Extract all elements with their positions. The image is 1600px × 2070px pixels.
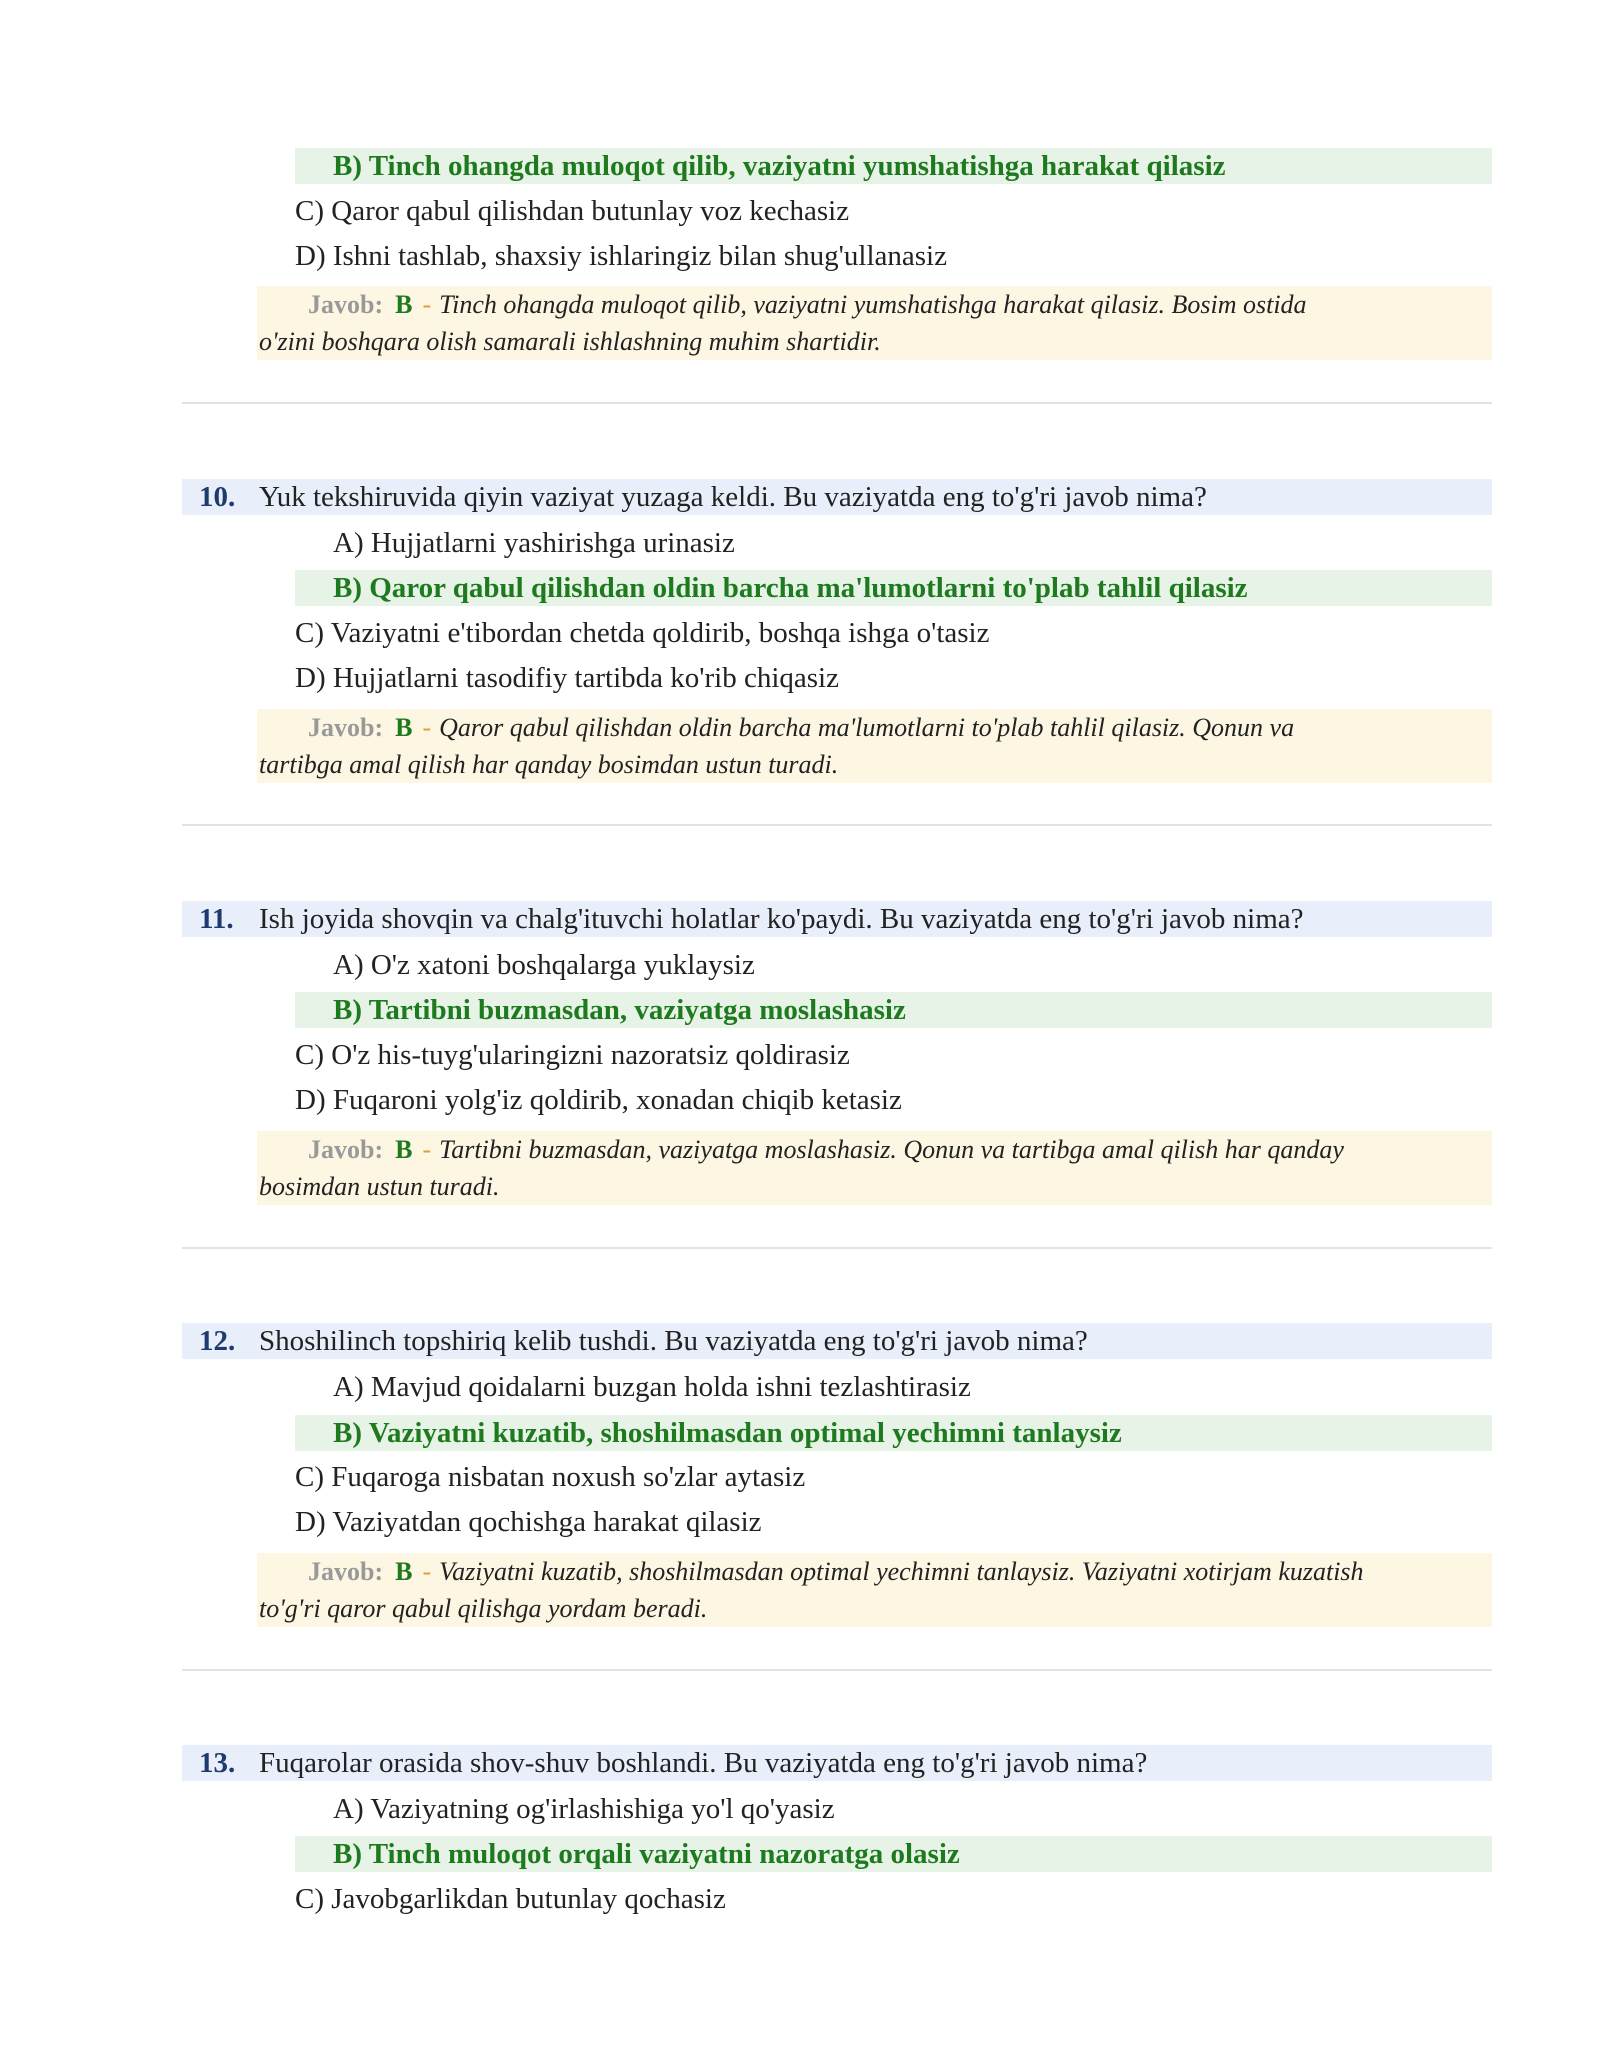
answer-line-1	[308, 1553, 1364, 1590]
option-c: C) Qaror qabul qilishdan butunlay voz kechasiz	[295, 195, 850, 227]
question-number: 11.	[199, 903, 234, 935]
question-header	[182, 1745, 1492, 1781]
answer-letter: B	[395, 1135, 413, 1164]
answer-box	[257, 286, 1492, 360]
question-header	[182, 1323, 1492, 1359]
question-text: Yuk tekshiruvida qiyin vaziyat yuzaga keldi. Bu vaziyatda eng to'g'ri javob nima?	[259, 481, 1207, 513]
question-number: 10.	[199, 481, 236, 513]
answer-line-1	[308, 286, 1307, 323]
option-b-correct: B) Qaror qabul qilishdan oldin barcha ma'lumotlarni to'plab tahlil qilasiz	[295, 570, 1492, 606]
divider	[182, 1669, 1492, 1671]
option-d: D) Vaziyatdan qochishga harakat qilasiz	[295, 1506, 762, 1538]
option-b-correct: B) Tinch ohangda muloqot qilib, vaziyatni yumshatishga harakat qilasiz	[295, 148, 1492, 184]
answer-box	[257, 1553, 1492, 1627]
option-c: C) O'z his-tuyg'ularingizni nazoratsiz qoldirasiz	[295, 1039, 850, 1071]
answer-explanation: Qaror qabul qilishdan oldin barcha ma'lumotlarni to'plab tahlil qilasiz. Qonun va	[439, 713, 1295, 742]
question-text: Fuqarolar orasida shov-shuv boshlandi. Bu vaziyatda eng to'g'ri javob nima?	[259, 1747, 1148, 1779]
answer-letter: B	[395, 290, 413, 319]
question-text: Shoshilinch topshiriq kelib tushdi. Bu vaziyatda eng to'g'ri javob nima?	[259, 1325, 1088, 1357]
answer-line-1	[308, 1131, 1344, 1168]
answer-dash: -	[422, 1557, 432, 1586]
answer-explanation: Tartibni buzmasdan, vaziyatga moslashasiz. Qonun va tartibga amal qilish har qanday	[439, 1135, 1344, 1164]
answer-box	[257, 709, 1492, 783]
option-b-correct: B) Tartibni buzmasdan, vaziyatga moslashasiz	[295, 992, 1492, 1028]
answer-letter: B	[395, 713, 413, 742]
option-c: C) Vaziyatni e'tibordan chetda qoldirib, boshqa ishga o'tasiz	[295, 617, 990, 649]
option-a: A) Hujjatlarni yashirishga urinasiz	[333, 527, 735, 559]
question-header	[182, 479, 1492, 515]
option-b-correct: B) Tinch muloqot orqali vaziyatni nazoratga olasiz	[295, 1836, 1492, 1872]
option-d: D) Hujjatlarni tasodifiy tartibda ko'rib chiqasiz	[295, 662, 839, 694]
option-c: C) Fuqaroga nisbatan noxush so'zlar aytasiz	[295, 1461, 806, 1493]
option-a: A) Vaziyatning og'irlashishiga yo'l qo'yasiz	[333, 1793, 835, 1825]
option-a: A) Mavjud qoidalarni buzgan holda ishni tezlashtirasiz	[333, 1371, 971, 1403]
answer-dash: -	[422, 1135, 432, 1164]
answer-dash: -	[422, 713, 432, 742]
option-d: D) Ishni tashlab, shaxsiy ishlaringiz bilan shug'ullanasiz	[295, 240, 947, 272]
answer-label: Javob:	[308, 713, 384, 742]
answer-label: Javob:	[308, 1135, 384, 1164]
option-c: C) Javobgarlikdan butunlay qochasiz	[295, 1883, 726, 1915]
answer-explanation: Tinch ohangda muloqot qilib, vaziyatni yumshatishga harakat qilasiz. Bosim ostida	[439, 290, 1307, 319]
answer-explanation: Vaziyatni kuzatib, shoshilmasdan optimal yechimni tanlaysiz. Vaziyatni xotirjam kuzatish	[439, 1557, 1364, 1586]
answer-line-2: o'zini boshqara olish samarali ishlashning muhim shartidir.	[259, 327, 881, 356]
question-number: 12.	[199, 1325, 236, 1357]
option-a: A) O'z xatoni boshqalarga yuklaysiz	[333, 949, 755, 981]
answer-line-1	[308, 709, 1294, 746]
option-d: D) Fuqaroni yolg'iz qoldirib, xonadan chiqib ketasiz	[295, 1084, 902, 1116]
question-number: 13.	[199, 1747, 236, 1779]
answer-label: Javob:	[308, 290, 384, 319]
answer-letter: B	[395, 1557, 413, 1586]
answer-box	[257, 1131, 1492, 1205]
divider	[182, 824, 1492, 826]
answer-dash: -	[422, 290, 432, 319]
answer-line-2: bosimdan ustun turadi.	[259, 1172, 500, 1201]
divider	[182, 1247, 1492, 1249]
question-text: Ish joyida shovqin va chalg'ituvchi holatlar ko'paydi. Bu vaziyatda eng to'g'ri javob nima?	[259, 903, 1304, 935]
divider	[182, 402, 1492, 404]
answer-line-2: tartibga amal qilish har qanday bosimdan ustun turadi.	[259, 750, 839, 779]
answer-line-2: to'g'ri qaror qabul qilishga yordam beradi.	[259, 1594, 708, 1623]
answer-label: Javob:	[308, 1557, 384, 1586]
question-header	[182, 901, 1492, 937]
option-b-correct: B) Vaziyatni kuzatib, shoshilmasdan optimal yechimni tanlaysiz	[295, 1415, 1492, 1451]
